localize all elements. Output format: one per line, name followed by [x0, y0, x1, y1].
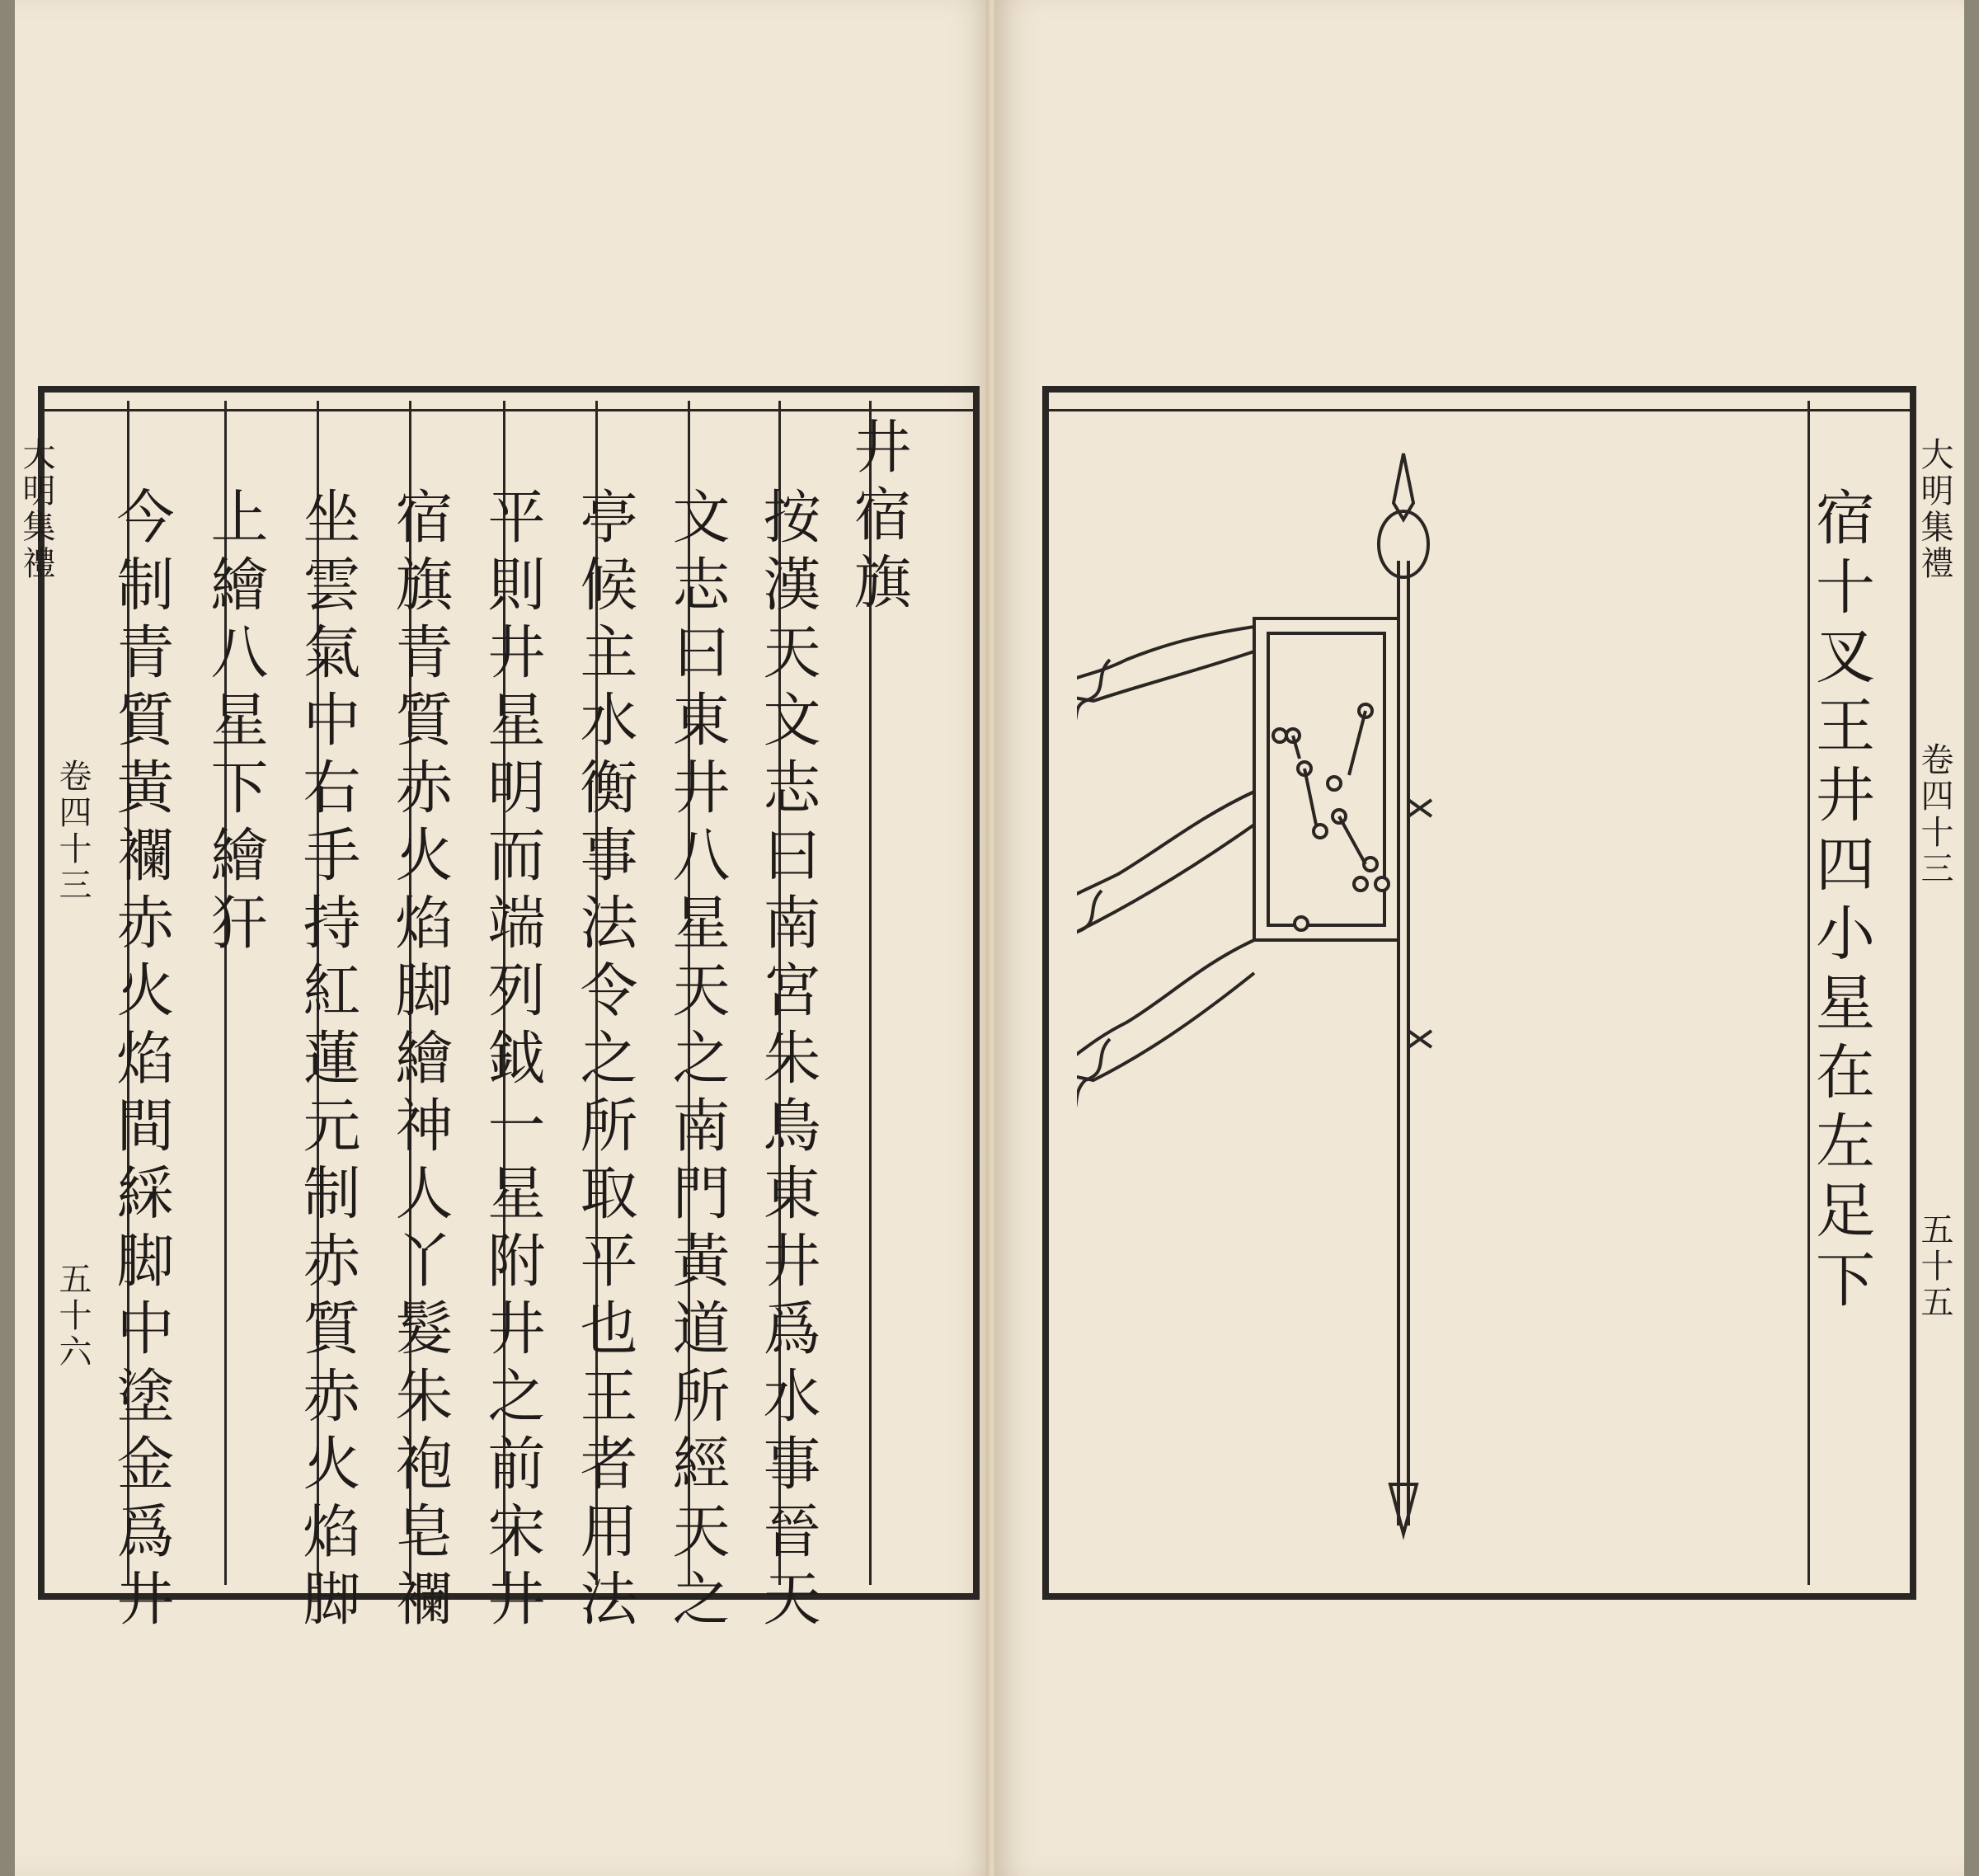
left-column-9: 今制青質黃襴赤火焰間綵脚中塗金爲井	[107, 487, 175, 1636]
right-margin-page: 五十五	[1916, 1212, 1953, 1321]
left-column-4: 亭候主水衡事法令之所取平也王者用法	[571, 487, 638, 1636]
right-page	[994, 0, 1964, 1876]
left-margin-label: 大明集禮	[17, 437, 55, 582]
left-column-3: 文志曰東井八星天之南門黃道所經天之	[663, 487, 731, 1636]
left-column-5: 平則井星明而端列鉞一星附井之前宋井	[478, 487, 546, 1636]
left-column-6: 宿旗青質赤火焰脚繪神人丫髮朱袍皂襴	[386, 487, 454, 1636]
left-margin-page: 五十六	[54, 1262, 92, 1371]
left-column-2: 按漢天文志曰南宮朱鳥東井爲水事晉天	[754, 487, 821, 1636]
right-caption: 宿十叉王井四小星在左足下	[1806, 487, 1875, 1318]
left-column-8: 上繪八星下繪犴	[201, 487, 269, 960]
left-margin-volume: 卷四十三	[54, 759, 92, 904]
left-column-1: 井宿旗	[844, 416, 912, 619]
left-page	[15, 0, 993, 1876]
left-column-7: 坐雲氣中右手持紅蓮元制赤質赤火焰脚	[294, 487, 361, 1636]
banner-flag-illustration	[1077, 429, 1753, 1583]
right-margin-volume: 卷四十三	[1916, 742, 1953, 887]
right-margin-label: 大明集禮	[1916, 437, 1953, 582]
